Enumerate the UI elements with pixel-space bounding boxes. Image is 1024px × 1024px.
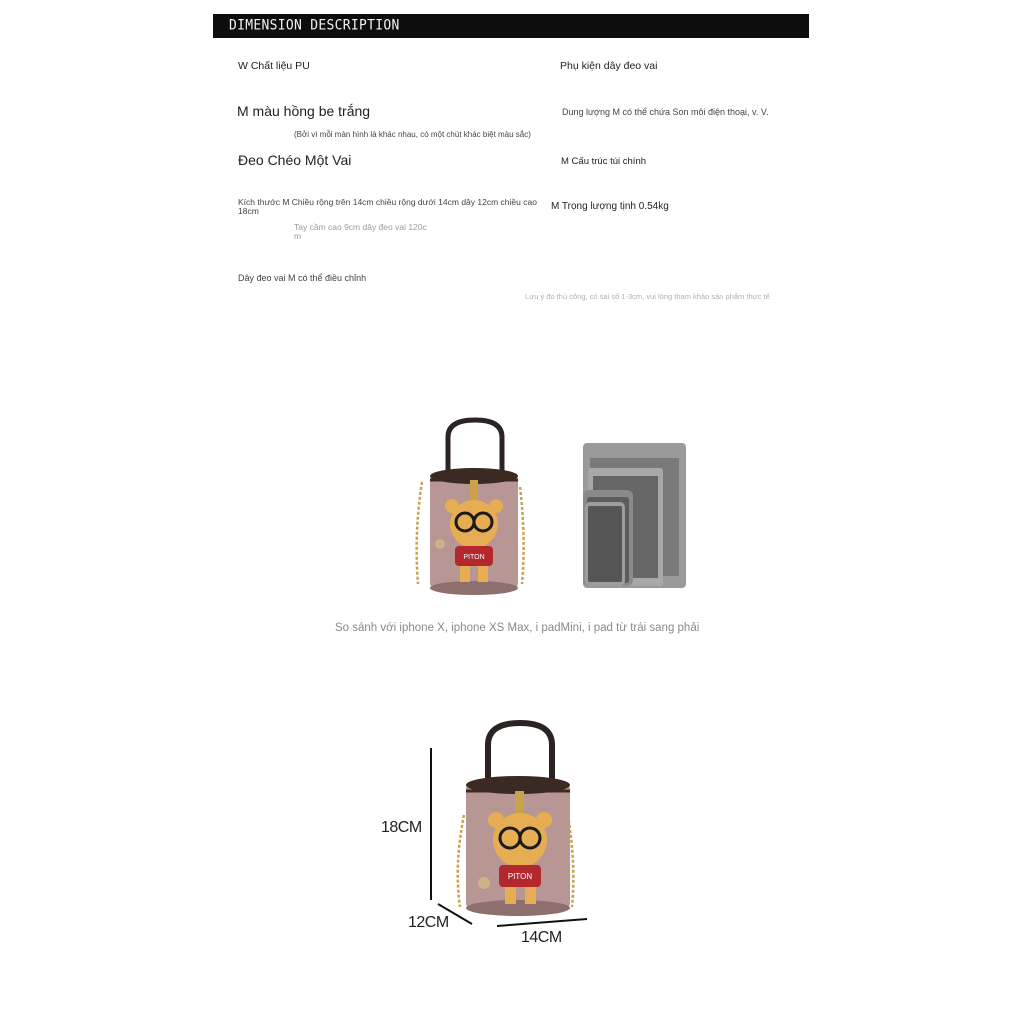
spec-handle-line1: Tay cầm cao 9cm dây đeo vai 120c	[294, 222, 427, 232]
spec-color-note: (Bởi vì mỗi màn hình là khác nhau, có một chút khác biệt màu sắc)	[294, 130, 531, 139]
spec-size-line1: Kích thước M Chiều rộng trên 14cm chiều rộng dưới 14cm dây 12cm chiều cao	[238, 197, 537, 207]
spec-measure-note: Lưu ý đo thủ công, có sai số 1-3cm, vui lòng tham khảo sản phẩm thực tế	[525, 292, 770, 301]
bag-badge-top: PITON	[463, 554, 485, 561]
header-title: DIMENSION DESCRIPTION	[229, 17, 400, 34]
spec-accessory: Phụ kiện dây đeo vai	[560, 60, 658, 72]
spec-color: M màu hồng be trắng	[237, 103, 371, 119]
spec-structure: M Cấu trúc túi chính	[561, 156, 647, 167]
dimension-width-label: 14CM	[521, 929, 562, 946]
spec-capacity: Dung lượng M có thể chứa Son môi điện thoại, v. V.	[562, 107, 769, 117]
spec-material: W Chất liệu PU	[238, 60, 310, 72]
spec-style: Đeo Chéo Một Vai	[238, 152, 352, 168]
spec-handle-line2: m	[294, 231, 302, 241]
bag-badge-bottom: PITON	[507, 872, 533, 881]
dimension-depth-label: 12CM	[408, 914, 449, 931]
spec-weight: M Trọng lượng tịnh 0.54kg	[551, 201, 669, 212]
spec-size-line2: 18cm	[238, 206, 259, 216]
spec-strap: Dây đeo vai M có thể điều chỉnh	[238, 273, 367, 283]
dimension-height-label: 18CM	[381, 819, 422, 836]
comparison-caption: So sánh với iphone X, iphone XS Max, i padMini, i pad từ trái sang phải	[335, 622, 700, 634]
